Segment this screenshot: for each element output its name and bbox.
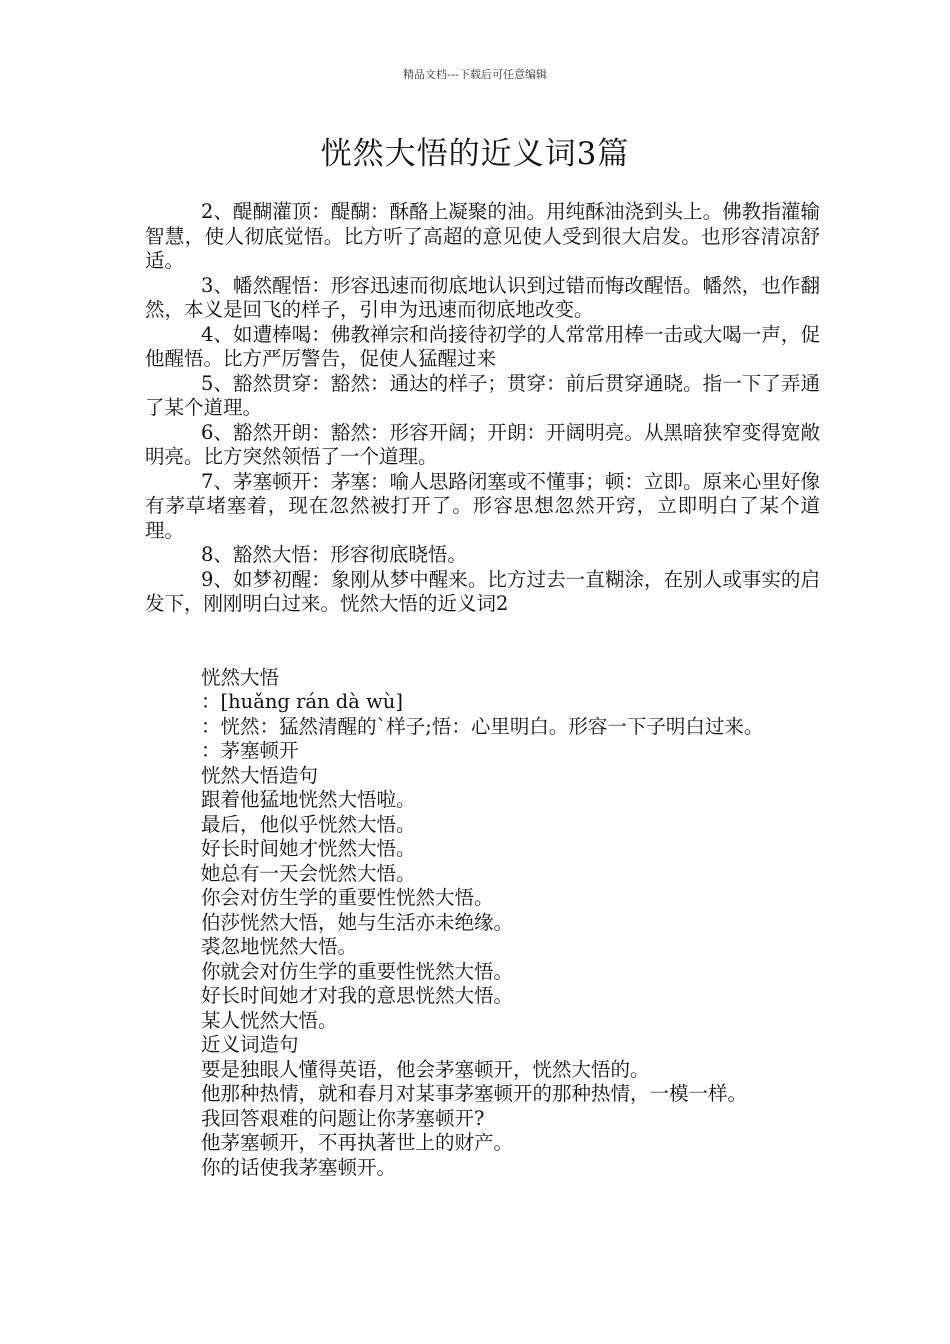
example-sentence: 跟着他猛地恍然大悟啦。 <box>201 788 416 811</box>
example-sentence: 你就会对仿生学的重要性恍然大悟。 <box>201 959 514 983</box>
example-sentence: 你的话使我茅塞顿开。 <box>201 1155 397 1179</box>
example-sentence: 他茅塞顿开，不再执著世上的财产。 <box>201 1131 514 1154</box>
subheading: 恍然大悟造句 <box>201 763 319 787</box>
example-sentence: 我回答艰难的问题让你茅塞顿开? <box>201 1106 485 1130</box>
example-sentence: 最后，他似乎恍然大悟。 <box>201 812 416 836</box>
document-body <box>145 200 820 1180</box>
pinyin-line: ：[huǎng rán dà wù] <box>201 690 403 713</box>
paragraph: ：茅塞顿开 <box>201 739 299 762</box>
example-sentence: 她总有一天会恍然大悟。 <box>201 861 416 885</box>
paragraph: 9、如梦初醒：象刚从梦中醒来。比方过去一直糊涂，在别人或事实的启发下，刚刚明白过来。恍然大悟的近义词2 <box>145 567 820 615</box>
paragraph: 恍然大悟 <box>201 665 280 689</box>
paragraph: 8、豁然大悟：形容彻底晓悟。 <box>201 543 467 566</box>
paragraph: 7、茅塞顿开：茅塞：喻人思路闭塞或不懂事；顿：立即。原来心里好像有茅草堵塞着，现在忽然被打开了。形容思想忽然开窍，立即明白了某个道理。 <box>145 469 820 542</box>
example-sentence: 好长时间她才恍然大悟。 <box>201 837 416 860</box>
subheading: 近义词造句 <box>201 1033 299 1056</box>
example-sentence: 伯莎恍然大悟，她与生活亦未绝缘。 <box>201 910 514 934</box>
paragraph: 3、幡然醒悟：形容迅速而彻底地认识到过错而悔改醒悟。幡然，也作翻然，本义是回飞的样子，引申为迅速而彻底地改变。 <box>145 273 820 321</box>
paragraph: 6、豁然开朗：豁然：形容开阔；开朗：开阔明亮。从黑暗狭窄变得宽敞明亮。比方突然领悟了一个道理。 <box>145 420 820 468</box>
example-sentence: 你会对仿生学的重要性恍然大悟。 <box>201 886 494 909</box>
paragraph: 2、醍醐灌顶：醍醐：酥酪上凝聚的油。用纯酥油浇到头上。佛教指灌输智慧，使人彻底觉悟。比方听了高超的意见使人受到很大启发。也形容清凉舒适。 <box>145 200 820 272</box>
page-title: 恍然大悟的近义词3篇 <box>320 136 630 172</box>
header-note: 精品文档---下载后可任意编辑 <box>403 68 547 81</box>
example-sentence: 他那种热情，就和春月对某事茅塞顿开的那种热情，一模一样。 <box>201 1082 748 1105</box>
section-gap <box>145 617 820 666</box>
example-sentence: 裘忽地恍然大悟。 <box>201 935 358 958</box>
example-sentence: 好长时间她才对我的意思恍然大悟。 <box>201 984 514 1007</box>
paragraph: 5、豁然贯穿：豁然：通达的样子；贯穿：前后贯穿通晓。指一下了弄通了某个道理。 <box>145 371 820 419</box>
example-sentence: 某人恍然大悟。 <box>201 1008 338 1032</box>
example-sentence: 要是独眼人懂得英语，他会茅塞顿开，恍然大悟的。 <box>201 1057 650 1081</box>
paragraph: 4、如遭棒喝：佛教禅宗和尚接待初学的人常常用棒一击或大喝一声，促他醒悟。比方严厉警告，促使人猛醒过来 <box>145 322 820 370</box>
paragraph: ：恍然：猛然清醒的`样子;悟：心里明白。形容一下子明白过来。 <box>201 714 764 738</box>
